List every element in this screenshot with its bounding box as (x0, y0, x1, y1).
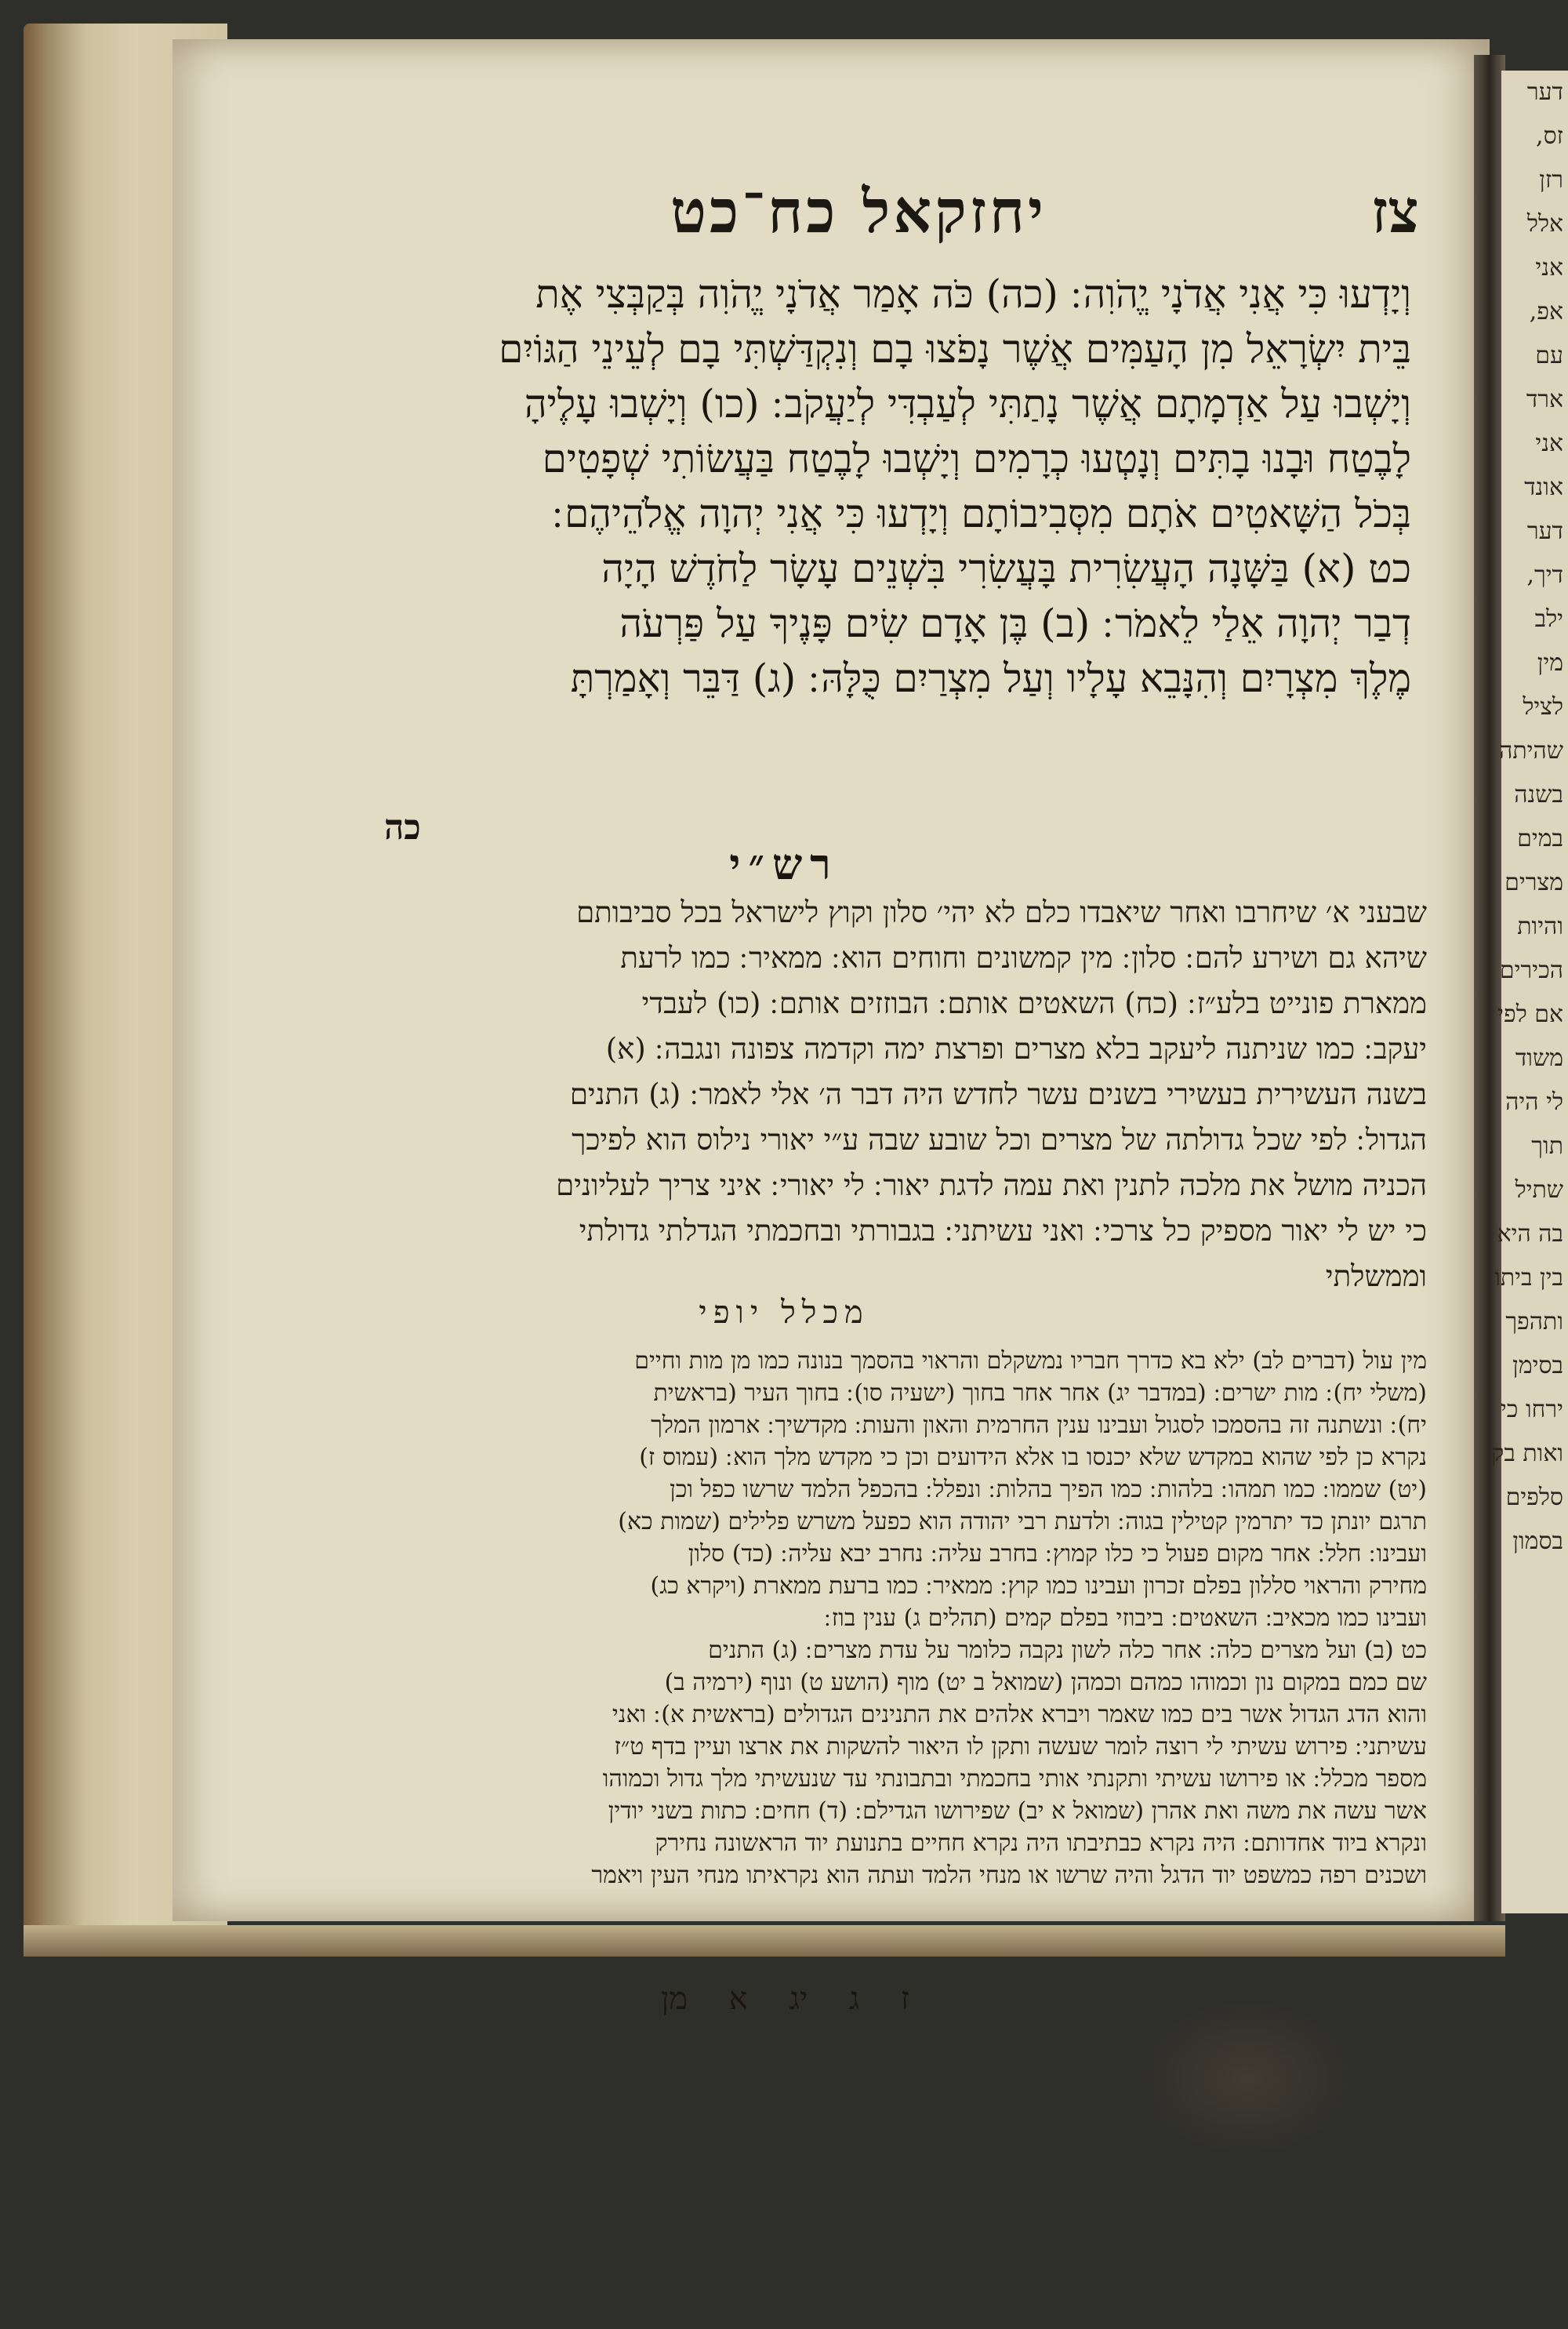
right-page-text-fragment: שתיל (1515, 1176, 1563, 1204)
commentary-line: שיהא גם ושירע להם ׃ סלון ׃ מין קמשונים וחוחים הוא ׃ ממאיר ׃ כמו לרעת (620, 941, 1427, 975)
commentary-line: אשר עשה את משה ואת אהרן (שמואל א יב) שפירושו הגדילם ׃ (ד) חחים ׃ כתות בשני יודין (608, 1797, 1427, 1825)
text-line: בֵּית יִשְׂרָאֵל מִן הָעַמִּים אֲשֶׁר נָפֹצוּ בָם וְנִקְדַּשְׁתִּי בָם לְעֵינֵי הַגּוֹיִם (499, 326, 1411, 372)
text-line: בְּכֹל הַשָּׁאטִים אֹתָם מִסְּבִיבוֹתָם וְיָדְעוּ כִּי אֲנִי יְהוָה אֱלֹהֵיהֶם ׃ (552, 491, 1411, 536)
commentary-line: ונקרא ביוד אחדותם ׃ היה נקרא כבתיבתו היה נקרא חחיים בתנועת יוד הראשונה נחירק (655, 1829, 1427, 1857)
right-page-text-fragment: רזן (1539, 166, 1563, 194)
commentary-line: (יט) שממו ׃ כמו תמהו ׃ בלהות ׃ כמו הפיך בהלות ׃ ונפלל ׃ בהכפל הלמד שרשו כפל וכן (670, 1476, 1427, 1503)
rashi-commentary (314, 890, 1427, 1299)
right-page-text-fragment: לציל (1523, 693, 1563, 721)
rashi-heading: רש״י (729, 839, 839, 889)
right-page-fragment (1491, 71, 1568, 1913)
mikhlal-yofi-commentary (314, 1345, 1427, 1891)
commentary-line: שם כמם במקום נון וכמוהו כמהם וכמהן (שמואל ב יט) מוף (הושע ט) ונוף (ירמיה ב) (664, 1669, 1427, 1696)
right-page-text-fragment: אלל (1526, 210, 1563, 238)
commentary-line: עשיתני ׃ פירוש עשיתי לי רוצה לומר שעשה ותקן לו היאור להשקות את ארצו ועיין בדף ט״ז (614, 1733, 1427, 1760)
right-page-text-fragment: דיך, (1526, 561, 1563, 589)
right-page-text-fragment: בסימן (1512, 1352, 1563, 1379)
commentary-line: שבעני א׳ שיחרבו ואחר שיאבדו כלם לא יהי׳ סלון וקוץ לישראל בכל סביבותם (576, 896, 1427, 929)
right-page-text-fragment: דער (1526, 78, 1563, 106)
right-page-text-fragment: מצרים (1504, 869, 1563, 896)
page-number: צז (1370, 176, 1419, 246)
right-page-text-fragment: תוך (1531, 1132, 1563, 1160)
commentary-line: והוא הדג הגדול אשר בים כמו שאמר ויברא אלהים את התנינים הגדולים (בראשית א) ׃ ואני (612, 1701, 1427, 1728)
printer-signature: ז ג יג א מן (661, 1981, 909, 2017)
commentary-line: וממשלתי (1325, 1259, 1427, 1293)
catchword: כה (384, 808, 421, 848)
commentary-line: (משלי יח) ׃ מות ישרים ׃ (במדבר יג) אחר אחר בחוך (ישעיה סו) ׃ בחוך העיר (בראשית (653, 1379, 1427, 1407)
right-page-text-fragment: ותהפך (1505, 1308, 1563, 1335)
commentary-line: הגדול ׃ לפי שכל גדולתה של מצרים וכל שובע שבה ע״י יאורי נילוס הוא לפיכך (572, 1123, 1427, 1157)
text-line: מֶלֶךְ מִצְרָיִם וְהִנָּבֵא עָלָיו וְעַל מִצְרַיִם כֻּלָּהּ ׃ (ג) דַּבֵּר וְאָמַרְתָּ (570, 656, 1411, 701)
text-line: כט (א) בַּשָּׁנָה הָעֲשִׂרִית בָּעֲשִׂרִי בִּשְׁנֵים עָשָׂר לַחֹדֶשׁ הָיָה (601, 546, 1411, 591)
right-page-text-fragment: ארד (1526, 386, 1563, 413)
commentary-line: ושכנים רפה כמשפט יוד הדגל והיה שרשו או מנחי הלמד ועתה הוא נקראיתו מנחי העין ויאמר (591, 1862, 1427, 1889)
running-title: יחזקאל כח־כט (670, 176, 1047, 246)
mikhlal-yofi-heading: מכלל יופי (699, 1295, 869, 1331)
right-page-text-fragment: אונד (1524, 474, 1563, 501)
commentary-line: מספר מכלל ׃ או פירושו עשיתי ותקנתי אותי בחכמתי ובתבונתי עד שנעשיתי מלך גדול וכמוהו (602, 1765, 1427, 1793)
right-page-text-fragment: סלפים (1505, 1484, 1563, 1511)
commentary-line: ועבינו ׃ חלל ׃ אחר מקום פעול כי כלו קמוץ ׃ בחרב עליה ׃ נחרב יבא עליה ׃ (כד) סלון (688, 1540, 1427, 1568)
right-page-text-fragment: ילב (1534, 605, 1563, 633)
right-page-text-fragment: בין ביתו (1494, 1264, 1563, 1292)
right-page-text-fragment: בה היא (1497, 1220, 1563, 1248)
right-page-text-fragment: בשנה (1514, 781, 1563, 808)
right-page-text-fragment: הכירים (1499, 957, 1563, 984)
right-page-text-fragment: זס, (1536, 122, 1563, 150)
right-page-text-fragment: במים (1517, 825, 1563, 852)
commentary-line: מחירק והראוי סללון בפלם זכרון ועבינו כמו קוץ ׃ ממאיר ׃ כמו ברעת ממארת (ויקרא כג) (650, 1572, 1427, 1600)
right-page-text-fragment: אפ, (1529, 298, 1563, 325)
commentary-line: ועבינו כמו מכאיב ׃ השאטים ׃ ביבוזי בפלם קמים (תהלים ג) ענין בוז ׃ (824, 1604, 1427, 1632)
text-line: וְיָדְעוּ כִּי אֲנִי אֲדֹנָי יֱהֹוִה ׃ (כה) כֹּה אָמַר אֲדֹנָי יֱהֹוִה בְּקַבְּצִי אֶת (535, 271, 1411, 317)
commentary-line: נקרא כן לפי שהוא במקדש שלא יכנסו בו אלא הידועים וכן כי מקדש מלך הוא ׃ (עמוס ז) (639, 1444, 1427, 1471)
right-page-text-fragment: משוד (1515, 1045, 1563, 1072)
commentary-line: ממארת פונייט בלע״ז ׃ (כח) השאטים אותם ׃ הבוזזים אותם ׃ (כו) לעבדי (641, 986, 1427, 1020)
right-page-text-fragment: אם לפי (1497, 1001, 1563, 1028)
text-line: דְבַר יְהוָה אֵלַי לֵאמֹר ׃ (ב) בֶּן אָדָם שִׂים פָּנֶיךָ עַל פַּרְעֹה (619, 601, 1411, 646)
text-line: לָבֶטַח וּבָנוּ בָתִּים וְנָטְעוּ כְרָמִים וְיָשְׁבוּ לָבֶטַח בַּעֲשׂוֹתִי שְׁפָטִים (542, 436, 1411, 481)
right-page-text-fragment: לי היה (1505, 1088, 1563, 1116)
right-page-text-fragment: אני (1535, 254, 1563, 282)
commentary-line: יעקב ׃ כמו שניתנה ליעקב בלא מצרים ופרצת ימה וקדמה צפונה ונגבה ׃ (א) (605, 1032, 1427, 1066)
right-page-text-fragment: והיות (1517, 913, 1563, 940)
right-page-text-fragment: עם (1535, 342, 1563, 369)
commentary-line: כט (ב) ועל מצרים כלה ׃ אחר כלה לשון נקבה כלומר על עדת מצרים ׃ (ג) התנים (708, 1637, 1427, 1664)
commentary-line: כי יש לי יאור מספיק כל צרכי ׃ ואני עשיתני ׃ בגבורתי ובחכמתי הגדלתי גדולתי (579, 1214, 1427, 1248)
commentary-line: הכניה מושל את מלכה לתנין ואת עמה לדגת יאור ׃ לי יאורי ׃ איני צריך לעליונים (556, 1168, 1427, 1202)
text-line: וְיָשְׁבוּ עַל אַדְמָתָם אֲשֶׁר נָתַתִּי לְעַבְדִּי לְיַעֲקֹב ׃ (כו) וְיָשְׁבוּ עָלֶיהָ (524, 381, 1411, 427)
commentary-line: תרגם יונתן כד יתרמין קטילין בגוה ׃ ולדעת רבי יהודה הוא כפעל משרש פלילים (שמות כא) (618, 1508, 1427, 1535)
biblical-text (314, 267, 1411, 706)
right-page-text-fragment: ואות בק (1491, 1440, 1563, 1467)
right-page-text-fragment: מין (1537, 649, 1563, 677)
commentary-line: בשנה העשירית בעשירי בשנים עשר לחדש היה דבר ה׳ אלי לאמר ׃ (ג) התנים (569, 1077, 1427, 1111)
right-page-text-fragment: דער (1526, 518, 1563, 545)
right-page-text-fragment: שהיתה (1499, 737, 1563, 765)
right-page-text-fragment: בסמון (1512, 1528, 1563, 1555)
right-page-text-fragment: אני (1535, 430, 1563, 457)
commentary-line: יח) ׃ ונשתנה זה בהסמכו לסגול ועבינו ענין החרמית והאון והעות ׃ מקדשיך ׃ ארמון המלך (651, 1412, 1427, 1439)
paper-stain (1137, 2000, 1356, 2156)
right-page-text-fragment: ירחו כי (1500, 1396, 1563, 1423)
page-header (298, 176, 1419, 263)
book-bottom-edge (24, 1925, 1505, 1957)
commentary-line: מין עול (דברים לב) ילא בא כדרך חבריו נמשקלם והראוי בהסמך בנונה כמו מן מות וחיים (634, 1347, 1427, 1375)
